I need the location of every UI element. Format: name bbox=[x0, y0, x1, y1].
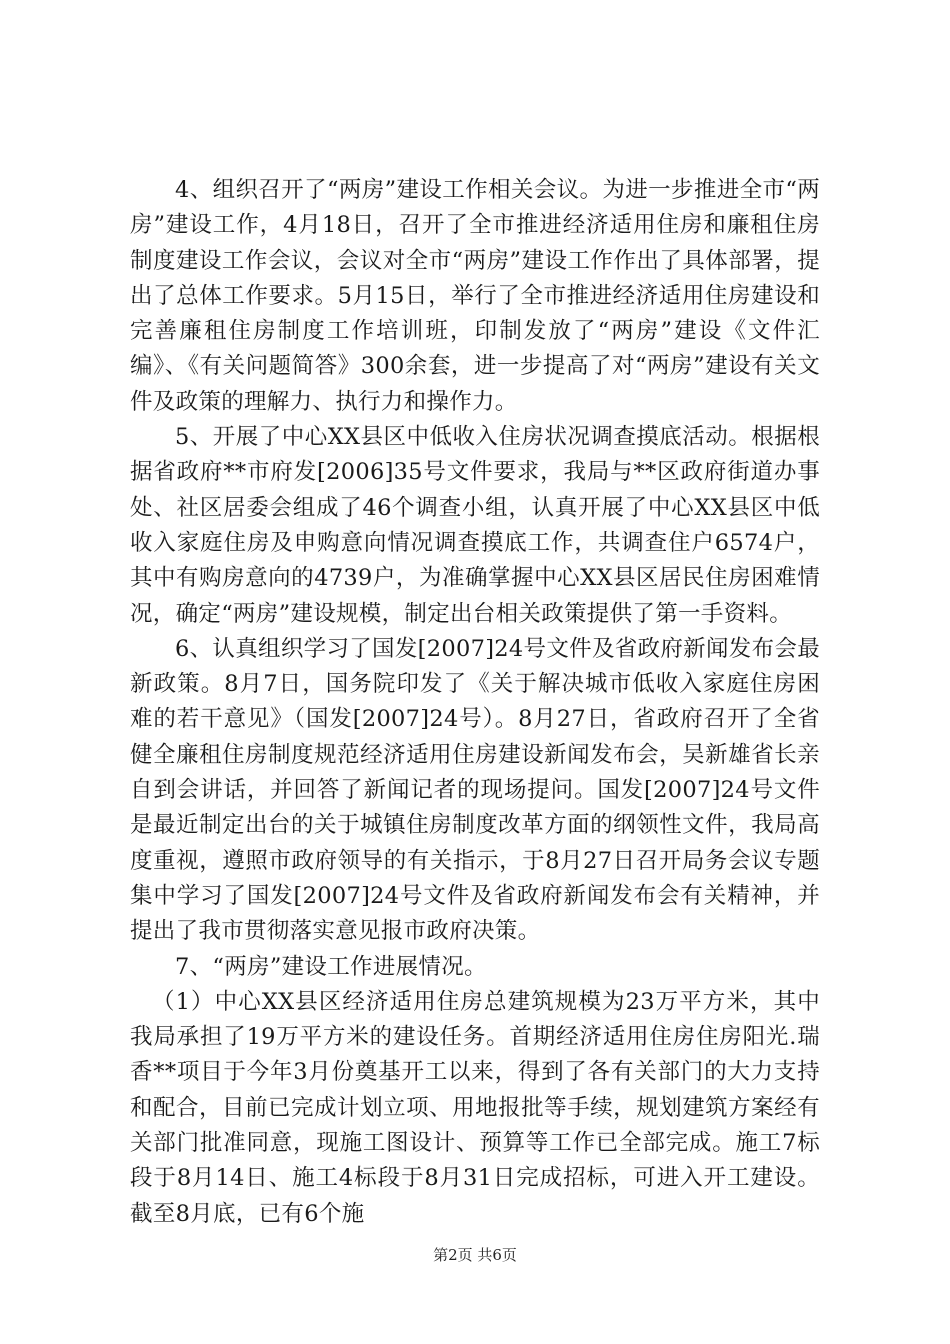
paragraph-progress-heading: 7、“两房”建设工作进展情况。 bbox=[175, 953, 487, 980]
paragraph-housing-survey: 5、开展了中心XX县区中低收入住房状况调查摸底活动。根据根据省政府**市府发[2006]35号文件要求，我局与**区政府街道办事处、社区居委会组成了46个调查小组，认真开展了中心XX县区中低收入家庭住房及申购意向情况调查摸底工作，共调查住户6574户，其中有购房意向的4739户，为准确掌握中心XX县区居民住房困难情况，确定“两房”建设规模，制定出台相关政策提供了第一手资料。 bbox=[130, 424, 820, 627]
document-body bbox=[130, 173, 820, 1232]
paragraph-progress-detail: （1）中心XX县区经济适用住房总建筑规模为23万平方米，其中我局承担了19万平方米的建设任务。首期经济适用住房住房阳光.瑞香**项目于今年3月份奠基开工以来，得到了各有关部门的大力支持和配合，目前已完成计划立项、用地报批等手续，规划建筑方案经有关部门批准同意，现施工图设计、预算等工作已全部完成。施工7标段于8月14日、施工4标段于8月31日完成招标，可进入开工建设。截至8月底，已有6个施 bbox=[130, 988, 820, 1227]
page-footer: 第2页 共6页 bbox=[433, 1246, 517, 1264]
paragraph-policy-study: 6、认真组织学习了国发[2007]24号文件及省政府新闻发布会最新政策。8月7日，国务院印发了《关于解决城市低收入家庭住房困难的若干意见》（国发[2007]24号）。8月27日，省政府召开了全省健全廉租住房制度规范经济适用住房建设新闻发布会，吴新雄省长亲自到会讲话，并回答了新闻记者的现场提问。国发[2007]24号文件是最近制定出台的关于城镇住房制度改革方面的纲领性文件，我局高度重视，遵照市政府领导的有关指示，于8月27日召开局务会议专题集中学习了国发[2007]24号文件及省政府新闻发布会有关精神，并提出了我市贯彻落实意见报市政府决策。 bbox=[130, 635, 820, 945]
paragraph-meetings: 4、组织召开了“两房”建设工作相关会议。为进一步推进全市“两房”建设工作，4月18日，召开了全市推进经济适用住房和廉租住房制度建设工作会议，会议对全市“两房”建设工作作出了具体部署，提出了总体工作要求。5月15日，举行了全市推进经济适用住房建设和完善廉租住房制度工作培训班，印制发放了“两房”建设《文件汇编》、《有关问题简答》300余套，进一步提高了对“两房”建设有关文件及政策的理解力、执行力和操作力。 bbox=[130, 177, 820, 415]
